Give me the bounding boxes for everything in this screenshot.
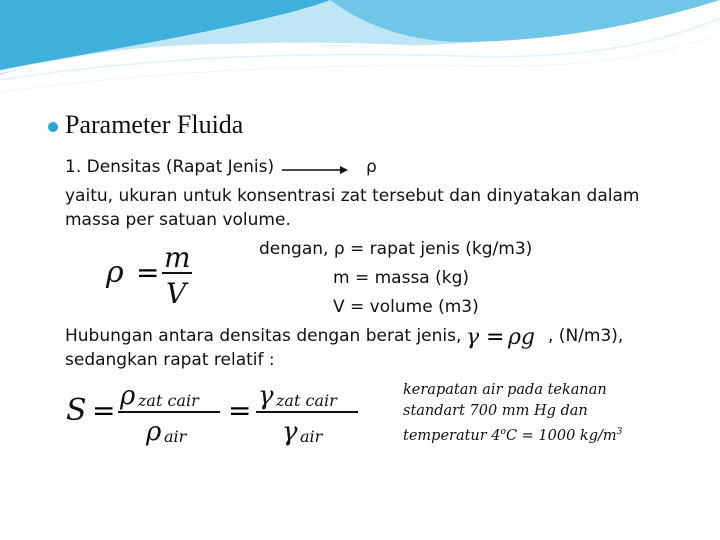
relation-line-2: sedangkan rapat relatif :: [65, 350, 275, 370]
formula-relative-den2: γ: [282, 417, 298, 447]
relation-unit: , (N/m3),: [548, 326, 624, 346]
formula-density-numerator: m: [164, 241, 191, 274]
formula-relative-num2: γ: [258, 381, 274, 411]
page-title: Parameter Fluida: [65, 110, 244, 139]
water-density-note: [403, 380, 622, 447]
item-densitas-label: 1. Densitas (Rapat Jenis): [65, 157, 275, 177]
formula-relative-eq1: =: [92, 394, 116, 427]
note-line-1: kerapatan air pada tekanan: [403, 382, 607, 398]
formula-relative-lhs: S: [66, 393, 87, 428]
formula-relative-num1-sub: zat cair: [138, 391, 199, 410]
rho-symbol: ρ: [366, 157, 377, 177]
definition-line-1: yaitu, ukuran untuk konsentrasi zat tersebut dan dinyatakan dalam: [65, 186, 640, 206]
header-wave-decoration: [0, 0, 720, 120]
note-line-2: standart 700 mm Hg dan: [403, 403, 588, 419]
formula-weight-eq: =: [486, 325, 505, 350]
formula-relative-den1: ρ: [146, 417, 162, 447]
legend-line-2: m = massa (kg): [333, 268, 470, 288]
note-line-3-prefix: temperatur 4: [403, 427, 501, 444]
formula-relative-num2-sub: zat cair: [276, 391, 337, 410]
formula-weight: [464, 322, 544, 352]
arrow-right-icon: [282, 164, 348, 176]
formula-density-denominator: V: [166, 277, 187, 306]
bullet-icon: [48, 122, 58, 132]
note-cubic: 3: [616, 427, 623, 437]
formula-relative-density: [62, 376, 372, 452]
note-line-3-suffix: C = 1000 kg/m: [505, 427, 617, 444]
formula-relative-num1: ρ: [120, 381, 136, 411]
formula-density-eq: =: [136, 256, 160, 289]
note-degree: o: [500, 427, 506, 437]
note-line-3: [403, 422, 622, 447]
relation-line-1: Hubungan antara densitas dengan berat jenis,: [65, 326, 462, 346]
formula-density-lhs: ρ: [106, 255, 124, 290]
formula-weight-rhs: ρg: [508, 325, 536, 350]
legend-line-3: V = volume (m3): [333, 297, 479, 317]
formula-relative-eq2: =: [228, 394, 252, 427]
formula-weight-lhs: γ: [466, 325, 480, 350]
formula-relative-den1-sub: air: [164, 427, 187, 446]
formula-relative-den2-sub: air: [300, 427, 323, 446]
formula-density: [104, 240, 204, 306]
definition-line-2: massa per satuan volume.: [65, 210, 291, 230]
legend-line-1: dengan, ρ = rapat jenis (kg/m3): [259, 239, 533, 259]
